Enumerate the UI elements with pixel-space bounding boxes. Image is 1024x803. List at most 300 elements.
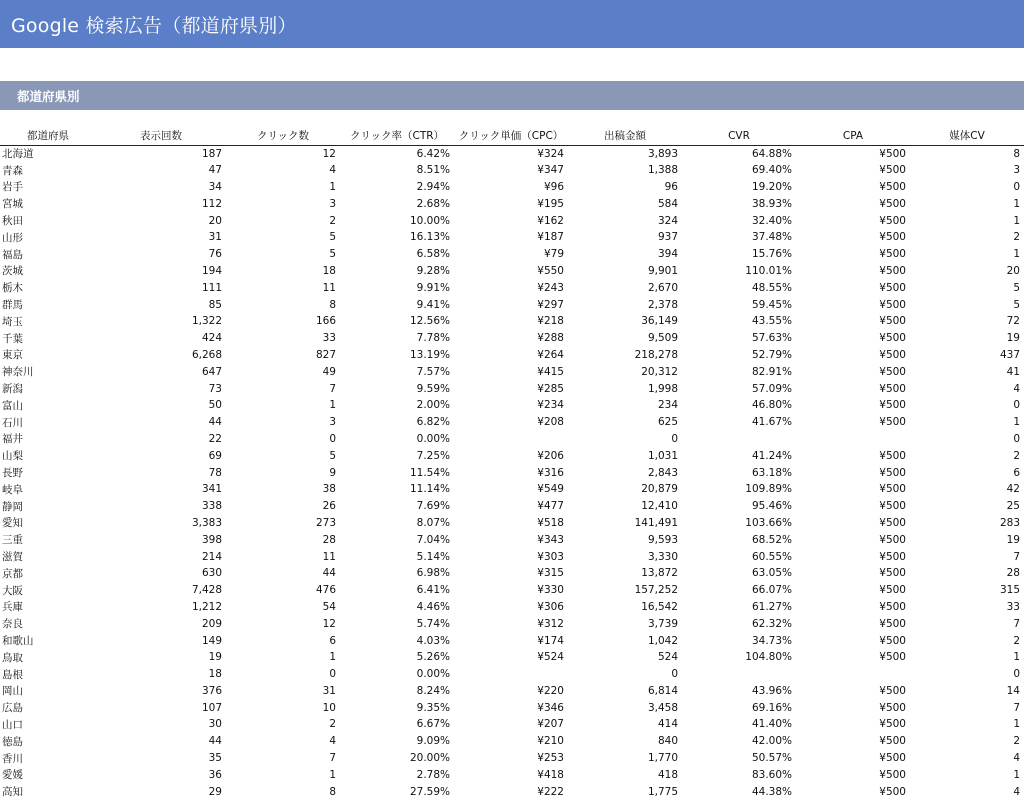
column-header[interactable]: CPA <box>796 127 910 145</box>
table-row <box>0 145 1024 162</box>
table-cell: 2.78% <box>416 768 450 781</box>
table-cell: 69 <box>208 449 222 462</box>
table-row <box>0 733 1024 750</box>
prefecture-cell: 鳥取 <box>2 651 23 664</box>
table-cell: 394 <box>657 248 678 261</box>
table-cell: 149 <box>201 634 222 647</box>
table-cell: 1 <box>1013 718 1020 731</box>
table-cell: ¥500 <box>879 164 906 177</box>
table-cell: 7 <box>1013 701 1020 714</box>
prefecture-cell: 京都 <box>2 567 23 580</box>
prefecture-cell: 和歌山 <box>2 635 34 647</box>
table-cell: 7.25% <box>416 449 450 462</box>
table-cell: 2 <box>329 214 336 227</box>
table-cell: 214 <box>201 550 222 563</box>
table-cell: ¥297 <box>537 298 564 311</box>
table-cell: 76 <box>208 248 222 261</box>
prefecture-cell: 山梨 <box>2 450 23 463</box>
table-cell: 104.80% <box>745 651 792 664</box>
table-cell: 18 <box>322 264 336 277</box>
table-cell: ¥347 <box>537 164 564 177</box>
table-cell: ¥500 <box>879 600 906 613</box>
table-cell: 66.07% <box>751 584 792 597</box>
prefecture-cell: 岐阜 <box>2 483 23 496</box>
table-cell: 61.27% <box>751 600 792 613</box>
table-cell: ¥500 <box>879 735 906 748</box>
table-cell: 1 <box>1013 197 1020 210</box>
table-cell: 110.01% <box>745 264 792 277</box>
table-cell: 187 <box>201 147 222 160</box>
table-cell: 18 <box>208 668 222 681</box>
table-cell: ¥218 <box>537 315 564 328</box>
table-cell: ¥500 <box>879 416 906 429</box>
table-row <box>0 263 1024 280</box>
table-cell: ¥306 <box>537 600 564 613</box>
table-cell: 20 <box>1006 264 1020 277</box>
table-cell: ¥234 <box>537 399 564 412</box>
table-cell: 1,212 <box>191 600 222 613</box>
table-row <box>0 649 1024 666</box>
table-cell: 5 <box>329 449 336 462</box>
prefecture-cell: 高知 <box>2 786 23 799</box>
prefecture-cell: 山形 <box>2 231 23 244</box>
table-cell: 43.96% <box>751 684 792 697</box>
table-cell: ¥220 <box>537 684 564 697</box>
table-cell: 3 <box>1013 164 1020 177</box>
table-cell: 341 <box>201 483 222 496</box>
table-cell: ¥500 <box>879 785 906 798</box>
table-cell: ¥500 <box>879 533 906 546</box>
prefecture-cell: 秋田 <box>2 215 23 228</box>
table-cell: 398 <box>201 533 222 546</box>
table-cell: 0 <box>1013 399 1020 412</box>
column-header[interactable]: 媒体CV <box>910 127 1024 145</box>
table-cell: 6.42% <box>416 147 450 160</box>
table-cell: 315 <box>999 584 1020 597</box>
table-cell: 7.57% <box>416 365 450 378</box>
table-cell: 82.91% <box>751 365 792 378</box>
table-row <box>0 347 1024 364</box>
table-cell: 4 <box>329 164 336 177</box>
column-header[interactable]: 出稿金額 <box>568 127 682 145</box>
table-cell: ¥500 <box>879 516 906 529</box>
table-cell: 9 <box>329 466 336 479</box>
table-cell: 42 <box>1006 483 1020 496</box>
table-cell: 69.16% <box>751 701 792 714</box>
table-cell: 1,388 <box>647 164 678 177</box>
table-cell: 4 <box>1013 785 1020 798</box>
table-cell: 3,330 <box>647 550 678 563</box>
table-row <box>0 179 1024 196</box>
table-cell: 31 <box>208 231 222 244</box>
table-cell: 376 <box>201 684 222 697</box>
table-cell: 6.82% <box>416 416 450 429</box>
table-row <box>0 313 1024 330</box>
table-cell: 2,378 <box>647 298 678 311</box>
table-cell: 2 <box>329 718 336 731</box>
table-cell: 9.35% <box>416 701 450 714</box>
table-cell: 50.57% <box>751 752 792 765</box>
table-cell: 85 <box>208 298 222 311</box>
table-cell: 8 <box>1013 147 1020 160</box>
table-cell: 9,593 <box>647 533 678 546</box>
table-row <box>0 363 1024 380</box>
table-cell: 8.24% <box>416 684 450 697</box>
table-cell: 20,312 <box>641 365 678 378</box>
table-cell: 625 <box>657 416 678 429</box>
table-cell: 20 <box>208 214 222 227</box>
table-cell: ¥264 <box>537 348 564 361</box>
table-cell: 11.54% <box>409 466 450 479</box>
table-cell: 630 <box>201 567 222 580</box>
table-cell: 9.28% <box>416 264 450 277</box>
table-cell: ¥187 <box>537 231 564 244</box>
table-cell: 7.04% <box>416 533 450 546</box>
table-cell: 2 <box>1013 735 1020 748</box>
table-cell: 1 <box>329 180 336 193</box>
prefecture-cell: 大阪 <box>2 584 23 597</box>
table-cell: 827 <box>315 348 336 361</box>
table-cell: 63.05% <box>751 567 792 580</box>
table-cell: ¥500 <box>879 651 906 664</box>
table-cell: 9.59% <box>416 382 450 395</box>
table-cell: 10 <box>322 701 336 714</box>
table-cell: 69.40% <box>751 164 792 177</box>
prefecture-table <box>0 127 1024 800</box>
table-cell: 48.55% <box>751 281 792 294</box>
table-cell: 1 <box>1013 214 1020 227</box>
table-cell: ¥174 <box>537 634 564 647</box>
table-cell: 1,042 <box>647 634 678 647</box>
table-cell: 8 <box>329 785 336 798</box>
table-cell: 20.00% <box>409 752 450 765</box>
table-cell: 44.38% <box>751 785 792 798</box>
table-cell: ¥418 <box>537 768 564 781</box>
table-cell: 524 <box>657 651 678 664</box>
table-cell: 34.73% <box>751 634 792 647</box>
table-cell: ¥500 <box>879 214 906 227</box>
table-cell <box>796 666 910 683</box>
table-cell: ¥324 <box>537 147 564 160</box>
table-cell: 2 <box>1013 449 1020 462</box>
prefecture-cell: 北海道 <box>2 148 34 161</box>
table-cell: 111 <box>201 281 222 294</box>
table-cell: 41.67% <box>751 416 792 429</box>
table-cell <box>796 431 910 448</box>
table-cell: 3,383 <box>191 516 222 529</box>
table-row <box>0 279 1024 296</box>
table-cell: 7 <box>1013 550 1020 563</box>
table-cell: 54 <box>322 600 336 613</box>
table-cell: 2 <box>1013 231 1020 244</box>
table-cell: 0 <box>671 432 678 445</box>
table-cell: 6.98% <box>416 567 450 580</box>
table-cell: 13,872 <box>641 567 678 580</box>
table-cell: 12 <box>322 147 336 160</box>
table-cell: 4 <box>1013 382 1020 395</box>
table-cell: 7 <box>1013 617 1020 630</box>
table-cell: 9,901 <box>647 264 678 277</box>
prefecture-cell: 宮城 <box>2 198 23 211</box>
table-cell: 2.94% <box>416 180 450 193</box>
table-cell: ¥288 <box>537 332 564 345</box>
table-cell: 47 <box>208 164 222 177</box>
table-cell: 4.03% <box>416 634 450 647</box>
table-row <box>0 296 1024 313</box>
table-cell: 0 <box>1013 668 1020 681</box>
table-cell: 141,491 <box>634 516 678 529</box>
table-cell: 2,670 <box>647 281 678 294</box>
table-cell: 49 <box>322 365 336 378</box>
table-cell: 19.20% <box>751 180 792 193</box>
table-cell: 5.74% <box>416 617 450 630</box>
table-row <box>0 464 1024 481</box>
prefecture-cell: 福島 <box>2 248 23 261</box>
table-cell: ¥312 <box>537 617 564 630</box>
prefecture-cell: 新潟 <box>2 383 23 396</box>
table-cell: 4.46% <box>416 600 450 613</box>
table-cell: 3 <box>329 416 336 429</box>
table-cell: ¥500 <box>879 365 906 378</box>
table-row <box>0 515 1024 532</box>
table-cell: 1 <box>1013 416 1020 429</box>
table-cell: 15.76% <box>751 248 792 261</box>
table-cell: ¥500 <box>879 348 906 361</box>
table-cell: 0.00% <box>416 668 450 681</box>
table-cell: 1 <box>1013 768 1020 781</box>
table-cell: ¥253 <box>537 752 564 765</box>
table-cell: ¥210 <box>537 735 564 748</box>
prefecture-cell: 山口 <box>2 718 23 731</box>
table-cell: 5 <box>329 248 336 261</box>
table-row <box>0 481 1024 498</box>
table-cell: ¥500 <box>879 264 906 277</box>
table-cell: 16.13% <box>409 231 450 244</box>
table-cell: 16,542 <box>641 600 678 613</box>
table-cell: 36 <box>208 768 222 781</box>
table-row <box>0 615 1024 632</box>
table-cell: 476 <box>315 584 336 597</box>
column-header[interactable]: クリック単価（CPC） <box>454 127 568 145</box>
table-cell: 13.19% <box>409 348 450 361</box>
table-cell: 3,458 <box>647 701 678 714</box>
table-cell: 424 <box>201 332 222 345</box>
table-cell: 26 <box>322 500 336 513</box>
table-row <box>0 666 1024 683</box>
table-row <box>0 246 1024 263</box>
table-cell: 283 <box>999 516 1020 529</box>
table-cell: ¥500 <box>879 147 906 160</box>
table-cell: 1 <box>329 651 336 664</box>
table-row <box>0 750 1024 767</box>
prefecture-cell: 神奈川 <box>2 366 34 379</box>
table-cell: 11.14% <box>409 483 450 496</box>
table-cell: 72 <box>1006 315 1020 328</box>
column-header[interactable]: CVR <box>682 127 796 145</box>
table-cell: 34 <box>208 180 222 193</box>
table-row <box>0 414 1024 431</box>
table-cell: 6.41% <box>416 584 450 597</box>
table-cell: ¥500 <box>879 281 906 294</box>
table-cell: ¥500 <box>879 180 906 193</box>
table-cell: 11 <box>322 281 336 294</box>
table-cell: ¥330 <box>537 584 564 597</box>
table-cell: 840 <box>657 735 678 748</box>
table-cell: ¥500 <box>879 550 906 563</box>
table-cell: ¥346 <box>537 701 564 714</box>
table-cell: ¥500 <box>879 466 906 479</box>
table-cell: ¥415 <box>537 365 564 378</box>
table-cell <box>682 431 796 448</box>
table-row <box>0 565 1024 582</box>
column-header[interactable]: クリック率（CTR） <box>340 127 454 145</box>
section-title: 都道府県別 <box>17 88 80 104</box>
table-cell: ¥343 <box>537 533 564 546</box>
table-cell: 5 <box>329 231 336 244</box>
column-header[interactable]: 表示回数 <box>96 127 226 145</box>
table-cell: 30 <box>208 718 222 731</box>
table-cell: 112 <box>201 197 222 210</box>
table-cell: 4 <box>1013 752 1020 765</box>
table-cell: ¥500 <box>879 298 906 311</box>
table-cell: 7.69% <box>416 500 450 513</box>
prefecture-cell: 岡山 <box>2 685 23 698</box>
table-cell: 8 <box>329 298 336 311</box>
table-cell: 0 <box>1013 432 1020 445</box>
table-cell: 35 <box>208 752 222 765</box>
table-body <box>0 145 1024 800</box>
table-cell: 12,410 <box>641 500 678 513</box>
table-header-row <box>0 127 1024 145</box>
table-cell: 37.48% <box>751 231 792 244</box>
table-cell: 1,998 <box>647 382 678 395</box>
prefecture-cell: 茨城 <box>2 265 23 278</box>
table-row <box>0 431 1024 448</box>
table-cell: ¥549 <box>537 483 564 496</box>
table-cell: 7.78% <box>416 332 450 345</box>
header-bar <box>0 0 1024 48</box>
table-row <box>0 330 1024 347</box>
prefecture-cell: 滋賀 <box>2 551 23 564</box>
prefecture-cell: 青森 <box>2 164 23 177</box>
table-cell: 7 <box>329 382 336 395</box>
table-row <box>0 531 1024 548</box>
prefecture-cell: 岩手 <box>2 181 23 194</box>
section-header <box>0 81 1024 110</box>
page-title: Google 検索広告（都道府県別） <box>11 14 297 37</box>
table-cell: 28 <box>322 533 336 546</box>
table-cell: 437 <box>999 348 1020 361</box>
table-cell <box>454 431 568 448</box>
table-cell: 41 <box>1006 365 1020 378</box>
table-cell: 12.56% <box>409 315 450 328</box>
table-cell: 1,031 <box>647 449 678 462</box>
table-cell <box>454 666 568 683</box>
table-cell: 44 <box>322 567 336 580</box>
table-row <box>0 599 1024 616</box>
table-cell: 5 <box>1013 298 1020 311</box>
table-cell: 5 <box>1013 281 1020 294</box>
table-cell: 7,428 <box>191 584 222 597</box>
column-header[interactable]: 都道府県 <box>0 127 96 145</box>
table-cell: 44 <box>208 416 222 429</box>
prefecture-cell: 島根 <box>2 668 23 681</box>
table-cell: 1 <box>1013 651 1020 664</box>
table-cell: 64.88% <box>751 147 792 160</box>
table-cell: 109.89% <box>745 483 792 496</box>
prefecture-cell: 香川 <box>2 752 23 765</box>
prefecture-cell: 奈良 <box>2 618 23 631</box>
table-cell: ¥500 <box>879 483 906 496</box>
table-cell: 60.55% <box>751 550 792 563</box>
table-cell: 19 <box>208 651 222 664</box>
table-cell: 68.52% <box>751 533 792 546</box>
table-cell: 209 <box>201 617 222 630</box>
table-cell: ¥162 <box>537 214 564 227</box>
table-cell: ¥195 <box>537 197 564 210</box>
table-cell: 9.41% <box>416 298 450 311</box>
table-row <box>0 766 1024 783</box>
prefecture-cell: 愛媛 <box>2 769 23 782</box>
table-cell: 5.26% <box>416 651 450 664</box>
table-cell: ¥500 <box>879 684 906 697</box>
table-cell: ¥222 <box>537 785 564 798</box>
table-cell: 5.14% <box>416 550 450 563</box>
table-cell: 1 <box>329 768 336 781</box>
column-header[interactable]: クリック数 <box>226 127 340 145</box>
table-cell: 52.79% <box>751 348 792 361</box>
table-row <box>0 229 1024 246</box>
table-cell: ¥316 <box>537 466 564 479</box>
table-cell: 157,252 <box>634 584 678 597</box>
table-cell: ¥500 <box>879 752 906 765</box>
prefecture-cell: 兵庫 <box>2 601 23 614</box>
table-cell: 338 <box>201 500 222 513</box>
table-cell: 2 <box>1013 634 1020 647</box>
table-row <box>0 783 1024 800</box>
table-cell: ¥500 <box>879 617 906 630</box>
table-cell: 3,893 <box>647 147 678 160</box>
table-cell: ¥500 <box>879 197 906 210</box>
table-cell: 1 <box>329 399 336 412</box>
table-cell: ¥207 <box>537 718 564 731</box>
table-row <box>0 683 1024 700</box>
table-cell: ¥500 <box>879 634 906 647</box>
table-cell: ¥79 <box>543 248 564 261</box>
table-cell: ¥500 <box>879 399 906 412</box>
table-cell: 166 <box>315 315 336 328</box>
table-cell: 0 <box>1013 180 1020 193</box>
table-cell: 14 <box>1006 684 1020 697</box>
table-cell: 31 <box>322 684 336 697</box>
table-cell: 6,268 <box>191 348 222 361</box>
table-cell: 324 <box>657 214 678 227</box>
table-cell: 0.00% <box>416 432 450 445</box>
table-cell: 41.24% <box>751 449 792 462</box>
table-cell: 6.58% <box>416 248 450 261</box>
table-cell: ¥96 <box>543 180 564 193</box>
table-cell: 11 <box>322 550 336 563</box>
table-cell: 25 <box>1006 500 1020 513</box>
table-cell: 647 <box>201 365 222 378</box>
table-cell: ¥550 <box>537 264 564 277</box>
table-cell: 43.55% <box>751 315 792 328</box>
table-row <box>0 632 1024 649</box>
table-cell: 273 <box>315 516 336 529</box>
table-row <box>0 380 1024 397</box>
table-cell: 0 <box>329 668 336 681</box>
table-cell: 8.51% <box>416 164 450 177</box>
